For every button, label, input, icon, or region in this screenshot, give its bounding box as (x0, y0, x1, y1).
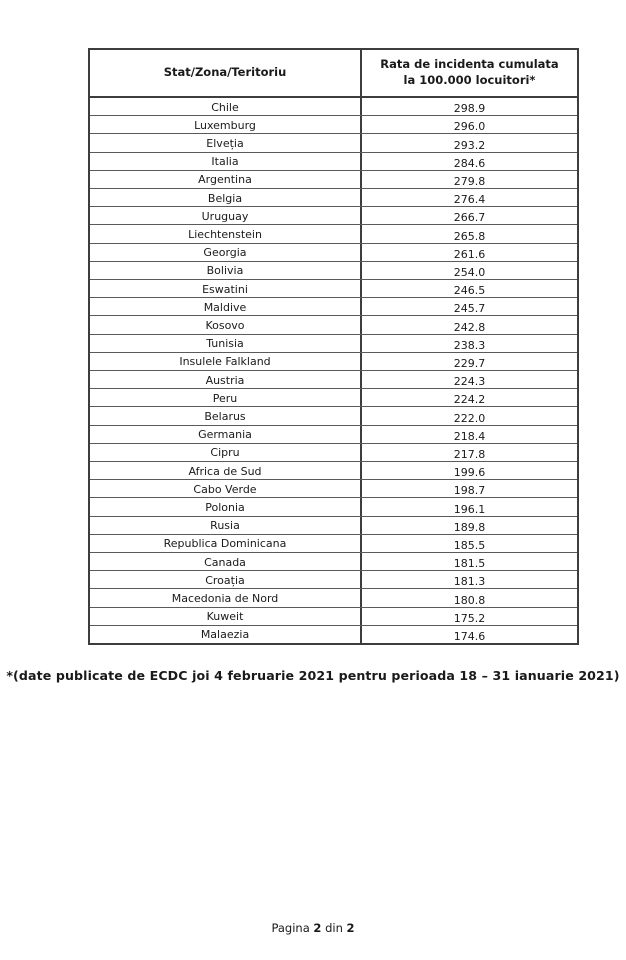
table-row (90, 297, 577, 315)
country-cell: Germania (90, 426, 362, 443)
table-row (90, 425, 577, 443)
table-row (90, 461, 577, 479)
country-cell: Liechtenstein (90, 225, 362, 242)
table-row (90, 334, 577, 352)
table-row (90, 98, 577, 115)
rate-cell: 181.5 (453, 557, 486, 571)
table-row (90, 534, 577, 552)
rate-cell: 217.8 (453, 447, 486, 461)
rate-cell: 254.0 (453, 265, 486, 279)
rate-cell: 175.2 (453, 611, 486, 625)
rate-cell: 218.4 (453, 429, 486, 443)
country-cell: Cabo Verde (90, 480, 362, 497)
table-row (90, 133, 577, 151)
table-row (90, 188, 577, 206)
rate-cell: 266.7 (453, 211, 486, 225)
table-row (90, 315, 577, 333)
country-cell: Argentina (90, 171, 362, 188)
country-cell: Kosovo (90, 316, 362, 333)
footer-page-number: 2 (313, 921, 322, 935)
rate-cell: 198.7 (453, 484, 486, 498)
country-cell: Canada (90, 553, 362, 570)
rate-cell: 279.8 (453, 174, 486, 188)
table-header-row (90, 50, 577, 98)
rate-cell: 185.5 (453, 538, 486, 552)
rate-cell: 229.7 (453, 356, 486, 370)
footnote: *(date publicate de ECDC joi 4 februarie 2021 pentru perioada 18 – 31 ianuarie 2021) (6, 668, 620, 683)
rate-cell: 246.5 (453, 284, 486, 298)
rate-cell: 293.2 (453, 138, 486, 152)
country-cell: Luxemburg (90, 116, 362, 133)
table-row (90, 206, 577, 224)
rate-cell: 222.0 (453, 411, 486, 425)
country-cell: Republica Dominicana (90, 535, 362, 552)
footer-separator: din (325, 921, 343, 935)
country-cell: Italia (90, 153, 362, 170)
table-row (90, 388, 577, 406)
rate-cell: 224.3 (453, 375, 486, 389)
rate-cell: 265.8 (453, 229, 486, 243)
country-cell: Africa de Sud (90, 462, 362, 479)
table-row (90, 607, 577, 625)
country-cell: Uruguay (90, 207, 362, 224)
rate-cell: 189.8 (453, 520, 486, 534)
rate-cell: 224.2 (453, 393, 486, 407)
country-cell: Peru (90, 389, 362, 406)
rate-cell: 261.6 (453, 247, 486, 261)
country-cell: Polonia (90, 498, 362, 515)
table-row (90, 443, 577, 461)
rate-cell: 296.0 (453, 120, 486, 134)
table-row (90, 115, 577, 133)
table-row (90, 261, 577, 279)
country-cell: Georgia (90, 244, 362, 261)
country-cell: Malaezia (90, 626, 362, 643)
header-rate-column: Rata de incidenta cumulata la 100.000 locuitori* (380, 57, 559, 87)
table-row (90, 406, 577, 424)
country-cell: Elveția (90, 134, 362, 151)
country-cell: Austria (90, 371, 362, 388)
footer-total-pages: 2 (346, 921, 355, 935)
country-cell: Bolivia (90, 262, 362, 279)
country-cell: Rusia (90, 517, 362, 534)
country-cell: Tunisia (90, 335, 362, 352)
table-row (90, 152, 577, 170)
rate-cell: 276.4 (453, 193, 486, 207)
country-cell: Chile (90, 98, 362, 115)
rate-cell: 284.6 (453, 156, 486, 170)
country-cell: Kuweit (90, 608, 362, 625)
rate-cell: 181.3 (453, 575, 486, 589)
table-row (90, 588, 577, 606)
table-row (90, 516, 577, 534)
table-row (90, 570, 577, 588)
table-row (90, 497, 577, 515)
rate-cell: 199.6 (453, 466, 486, 480)
rate-cell: 196.1 (453, 502, 486, 516)
table-row (90, 279, 577, 297)
country-cell: Croația (90, 571, 362, 588)
rate-cell: 180.8 (453, 593, 486, 607)
table-row (90, 370, 577, 388)
table-row (90, 479, 577, 497)
rate-cell: 174.6 (453, 629, 486, 643)
country-cell: Insulele Falkland (90, 353, 362, 370)
table-row (90, 170, 577, 188)
table-row (90, 625, 577, 643)
footer-prefix: Pagina (271, 921, 310, 935)
header-country-column: Stat/Zona/Teritoriu (90, 50, 362, 96)
page-footer (0, 921, 626, 935)
country-cell: Macedonia de Nord (90, 589, 362, 606)
rate-cell: 298.9 (453, 102, 486, 116)
country-cell: Maldive (90, 298, 362, 315)
incidence-table (88, 48, 579, 645)
country-cell: Eswatini (90, 280, 362, 297)
table-body (90, 98, 577, 643)
rate-cell: 238.3 (453, 338, 486, 352)
rate-cell: 242.8 (453, 320, 486, 334)
table-row (90, 224, 577, 242)
rate-cell: 245.7 (453, 302, 486, 316)
country-cell: Belarus (90, 407, 362, 424)
table-row (90, 552, 577, 570)
table-row (90, 352, 577, 370)
table-row (90, 243, 577, 261)
country-cell: Cipru (90, 444, 362, 461)
country-cell: Belgia (90, 189, 362, 206)
